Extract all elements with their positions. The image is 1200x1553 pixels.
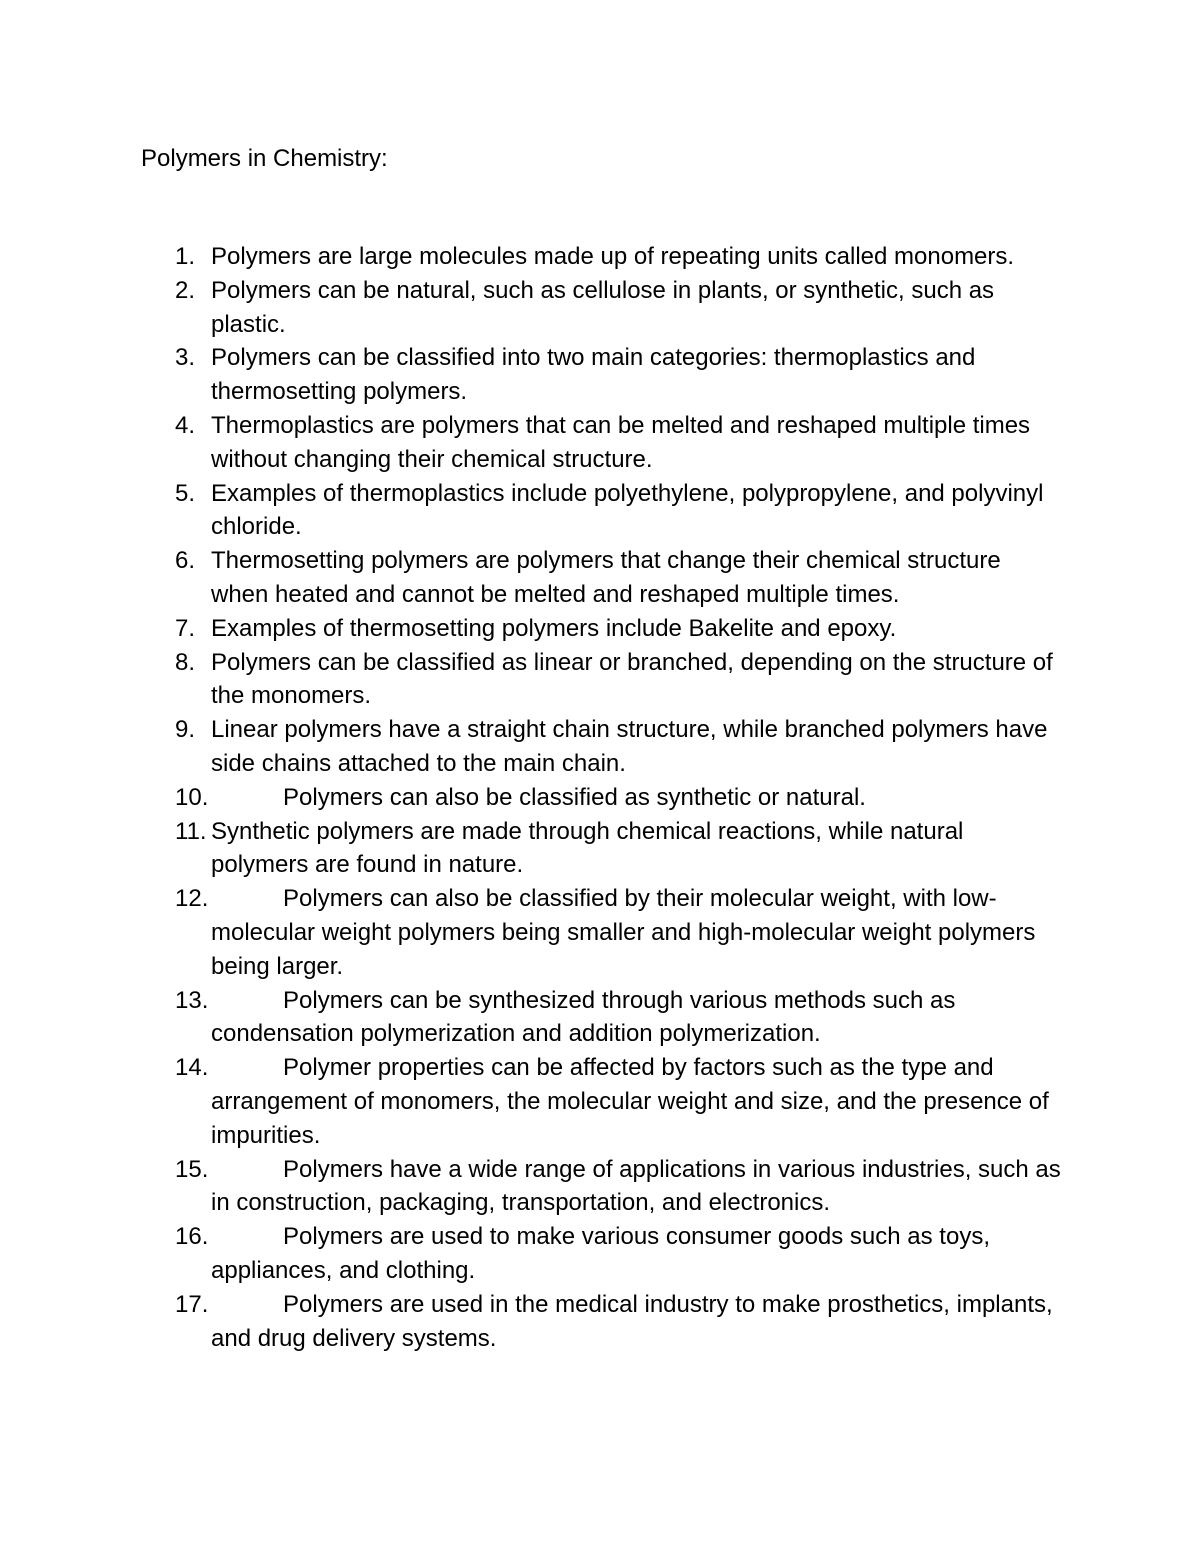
list-item [0,882,1061,983]
list-item-number: 8. [175,648,196,676]
list-item [0,1288,1061,1356]
list-item-text: Synthetic polymers are made through chemical reactions, while natural polymers are found in nature. [211,817,964,879]
list-item-number: 1. [175,243,196,270]
list-item-number: 16. [175,1223,209,1251]
list-item-text: Linear polymers have a straight chain structure, while branched polymers have side chains attached to the main chain. [211,716,1048,777]
list-item-text: Polymers can be natural, such as cellulose in plants, or synthetic, such as plastic. [211,276,995,338]
list-item [0,815,1061,883]
list-item-number: 11. [175,817,207,845]
list-item [0,646,1061,714]
list-item-text-content: Polymers can also be classified by their molecular weight, with low-molecular weight polymers being smaller and high-molecular weight polymers being larger. [211,885,1036,980]
list-item-text: Thermoplastics are polymers that can be melted and reshaped multiple times without changing their chemical structure. [211,411,1031,473]
list-item-number: 12. [175,885,209,913]
list-item-text: Examples of thermosetting polymers include Bakelite and epoxy. [211,614,897,642]
list-item-text-content: Polymers have a wide range of applications in various industries, such as in construction, packaging, transportation, and electronics. [211,1155,1061,1217]
list-item-number: 2. [175,276,196,304]
list-item-number: 7. [175,614,196,642]
list-item [0,544,1061,612]
list-item-text-content: Polymer properties can be affected by factors such as the type and arrangement of monomers, the molecular weight and size, and the presence of impurities. [211,1054,1049,1149]
list-item-number: 15. [175,1155,209,1183]
list-item-text-content: Polymers are used to make various consumer goods such as toys, appliances, and clothing. [211,1223,990,1284]
list-item-text [211,1156,1061,1217]
list-item-number: 6. [175,547,196,575]
list-item-text: Polymers can be classified as linear or branched, depending on the structure of the monomers. [211,648,1053,710]
list-item-text: Polymers are large molecules made up of repeating units called monomers. [211,243,1015,270]
list-item-number: 13. [175,986,209,1014]
list-item-number: 5. [175,479,196,507]
list-item [0,409,1061,477]
list-item [0,1051,1061,1152]
list-item [0,240,1061,274]
list-item-number: 10. [175,783,209,811]
list-item [0,1153,1061,1221]
list-item-text-content: Polymers can also be classified as synthetic or natural. [283,783,866,811]
list-item [0,713,1061,781]
numbered-list [0,240,1200,1355]
list-item-text [211,1054,1049,1149]
list-item-text: Thermosetting polymers are polymers that change their chemical structure when heated and cannot be melted and reshaped multiple times. [211,547,1001,608]
list-item-number: 4. [175,411,196,439]
list-item [0,341,1061,409]
list-item-number: 14. [175,1054,209,1082]
list-item-number: 17. [175,1290,209,1318]
list-item [0,1220,1061,1288]
list-item-text: Polymers can be classified into two main categories: thermoplastics and thermosetting polymers. [211,344,976,406]
list-item [0,984,1061,1052]
list-item-number: 3. [175,344,196,372]
list-item-text [211,1291,1053,1352]
list-item [0,781,1061,815]
list-item [0,612,1061,646]
list-item [0,477,1061,545]
list-item-text [211,1223,990,1284]
list-item-text-content: Polymers are used in the medical industry to make prosthetics, implants, and drug delivery systems. [211,1290,1053,1352]
list-item-text [211,987,955,1048]
list-item-text-content: Polymers can be synthesized through various methods such as condensation polymerization and addition polymerization. [211,986,956,1048]
list-item-text [211,885,1035,980]
list-item-number: 9. [175,716,196,744]
list-item-text [211,784,866,811]
document-title: Polymers in Chemistry: [141,145,388,172]
list-item-text: Examples of thermoplastics include polyethylene, polypropylene, and polyvinyl chloride. [211,479,1044,541]
list-item [0,274,1061,342]
